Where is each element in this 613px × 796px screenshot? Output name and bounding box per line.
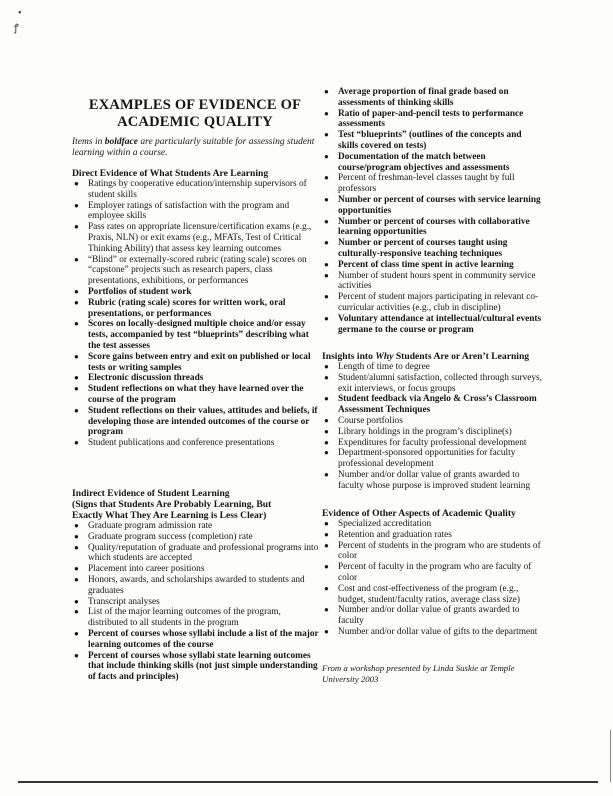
list-item [72,179,322,201]
list-item-text: Documentation of the match between course/program objectives and assessments [338,151,510,173]
bullet-icon: ● [74,200,79,210]
list-item-text: Graduate program success (completion) rate [88,531,253,542]
bullet-icon: ● [324,519,329,528]
list-item [72,255,322,287]
list-item [72,629,322,651]
scan-mark: • [18,8,22,19]
list-item [72,651,322,683]
list-item-text: Average proportion of final grade based on assessments of thinking skills [338,87,509,108]
list-item [322,562,546,584]
list-item-text: Student publications and conference presentations [88,438,275,449]
list-item-text: Specialized accreditation [338,519,432,529]
bullet-icon: ● [74,319,79,329]
list-item [72,438,322,449]
bullet-icon: ● [74,521,79,530]
list-item [322,260,544,271]
bullet-icon: ● [74,564,79,574]
list-item [72,298,322,320]
list-item [322,448,546,470]
list-item [322,530,546,541]
list-item [72,373,322,384]
bullet-icon: ● [324,605,329,615]
list-item [72,521,322,532]
list-item [72,384,322,406]
list-item-text: List of the major learning outcomes of the program, distributed to all students in the program [88,607,281,629]
bullet-icon: ● [74,179,79,188]
indirect-evidence-list-continued [322,87,544,335]
bullet-icon: ● [74,384,79,394]
list-item [72,543,322,565]
list-item [322,173,544,195]
list-item [72,564,322,575]
list-item-text: Rubric (rating scale) scores for written work, oral presentations, or performances [88,297,286,319]
list-item-text: Student feedback via Angelo & Cross’s Classroom Assessment Techniques [338,394,537,416]
list-item-text: Number and/or dollar value of grants awarded to faculty [338,605,520,627]
heading-emphasis: Why [375,351,394,362]
insights-section [322,351,546,492]
intro-bold: boldface [104,137,138,147]
list-item-text: Percent of students in the program who are students of color [338,540,541,562]
list-item [72,607,322,629]
list-item-text: Test “blueprints” (outlines of the concepts and skills covered on tests) [338,130,522,151]
list-item [322,519,546,530]
scan-mark: ꝭ [14,23,19,34]
list-item-text: Length of time to degree [338,362,430,372]
list-item-text: Percent of student majors participating in relevant co-curricular activities (e.g., club in discipline) [338,292,539,313]
bullet-icon: ● [324,238,329,248]
list-item-text: Voluntary attendance at intellectual/cultural events germane to the course or program [338,313,542,335]
indirect-evidence-section [72,488,322,683]
list-item [322,152,544,174]
list-item-text: Percent of courses whose syllabi state learning outcomes that include thinking skills (not just simple understanding of facts and principles) [88,650,318,683]
heading-text: Insights into [322,351,376,362]
list-item [322,109,544,131]
bullet-icon: ● [324,313,329,323]
list-item [322,470,546,492]
page-title [72,97,318,131]
bullet-icon: ● [74,542,79,552]
list-item [72,352,322,374]
list-item [322,238,544,260]
list-item [322,130,544,152]
list-item [72,222,322,254]
list-item [322,217,544,239]
bullet-icon: ● [324,394,329,404]
intro-text: Items in [72,137,105,147]
list-item-text: Library holdings in the program’s discipline(s) [338,426,512,437]
list-item-text: Retention and graduation rates [338,529,452,540]
insights-list [322,362,546,492]
bullet-icon: ● [324,437,329,447]
list-item [322,292,544,314]
bullet-icon: ● [74,222,79,232]
bullet-icon: ● [74,596,79,606]
heading-text: Students Are or Aren’t Learning [393,351,530,362]
bullet-icon: ● [74,574,79,584]
bullet-icon: ● [324,130,329,140]
list-item-text: Number and/or dollar value of grants awarded to faculty whose purpose is improved student learning [338,469,531,491]
bullet-icon: ● [74,373,79,383]
list-item-text: Number or percent of courses taught using culturally-responsive teaching techniques [338,238,508,259]
list-item [322,87,544,109]
list-item-text: Ratio of paper-and-pencil tests to performance assessments [338,108,524,130]
list-item-text: Number of student hours spent in community service activities [338,270,536,292]
list-item-text: Number or percent of courses with collaborative learning opportunities [338,216,530,238]
list-item [322,271,544,293]
list-item-text: Portfolios of student work [88,286,192,297]
list-item [322,314,544,336]
bullet-icon: ● [74,607,79,617]
list-item [322,427,546,438]
bullet-icon: ● [324,216,329,226]
bullet-icon: ● [324,259,329,269]
list-item [322,362,546,373]
list-item-text: Scores on locally-designed multiple choice and/or essay tests, accompanied by test “blueprints” describing what the test assesses [88,319,309,351]
list-item-text: Expenditures for faculty professional development [338,437,527,448]
list-item-text: Percent of class time spent in active learning [338,259,514,270]
list-item-text: Graduate program admission rate [88,521,213,531]
list-item-text: Student/alumni satisfaction, collected through surveys, exit interviews, or focus groups [338,372,542,394]
bullet-icon: ● [74,438,79,448]
bullet-icon: ● [324,583,329,593]
list-item [72,201,322,223]
intro-text: are particularly suitable for assessing student learning within a course. [72,137,315,158]
bullet-icon: ● [74,628,79,638]
bullet-icon: ● [74,405,79,415]
intro-note [72,137,322,159]
list-item-text: Number and/or dollar value of gifts to the department [338,626,538,637]
list-item [322,541,546,563]
section-heading [322,351,546,362]
list-item-text: Placement into career positions [88,564,205,575]
credit-note: From a workshop presented by Linda Suskie at Temple University 2003 [322,663,515,684]
section-heading: Evidence of Other Aspects of Academic Quality [322,508,516,519]
list-item [322,605,546,627]
bullet-icon: ● [324,270,329,280]
bullet-icon: ● [324,108,329,118]
list-item-text: Student reflections on what they have learned over the course of the program [88,384,304,405]
section-heading: Indirect Evidence of Student Learning [72,488,230,499]
bullet-icon: ● [74,254,79,264]
bullet-icon: ● [324,529,329,539]
list-item-text: Employer ratings of satisfaction with the program and employee skills [88,200,290,222]
list-item-text: Department-sponsored opportunities for faculty professional development [338,448,516,470]
bullet-icon: ● [324,415,329,425]
bullet-icon: ● [324,194,329,204]
list-item-text: Pass rates on appropriate licensure/certification exams (e.g., Praxis, NLN) or exit exams (e.g., MFATs, Test of Critical Thinking Ability) that assess key learning outcomes [88,222,312,254]
list-item-text: Percent of freshman-level classes taught by full professors [338,173,515,195]
list-item-text: Course portfolios [338,415,403,426]
section-heading: Direct Evidence of What Students Are Learning [72,168,269,179]
list-item [72,597,322,608]
bullet-icon: ● [74,297,79,307]
list-item [322,438,546,449]
scan-edge-line [18,781,598,783]
bullet-icon: ● [324,173,329,183]
list-item [322,416,546,427]
list-item-text: Quality/reputation of graduate and professional programs into which students are accepted [88,542,319,564]
list-item-text: Electronic discussion threads [88,373,204,384]
direct-evidence-section [72,168,322,449]
bullet-icon: ● [324,87,329,96]
bullet-icon: ● [324,540,329,550]
indirect-evidence-continued [322,87,544,335]
bullet-icon: ● [324,362,329,371]
bullet-icon: ● [74,650,79,660]
list-item [72,532,322,543]
list-item [322,627,546,638]
list-item-text: Percent of faculty in the program who are faculty of color [338,562,532,583]
list-item-text: Ratings by cooperative education/internship supervisors of student skills [88,179,307,200]
list-item-text: “Blind” or externally-scored rubric (rating scale) scores on “capstone” projects such as research papers, class presentations, exhibitions, or performances [88,254,307,287]
direct-evidence-list [72,179,322,449]
section-heading: (Signs that Students Are Probably Learning, But [72,499,272,510]
scan-edge-line [610,730,611,782]
bullet-icon: ● [324,292,329,302]
bullet-icon: ● [74,286,79,296]
other-aspects-list [322,519,546,638]
bullet-icon: ● [74,531,79,541]
list-item-text: Cost and cost-effectiveness of the program (e.g., budget, student/faculty ratios, average class size) [338,583,520,605]
title-line: EXAMPLES OF EVIDENCE OF [88,97,302,113]
bullet-icon: ● [74,351,79,361]
bullet-icon: ● [324,562,329,572]
bullet-icon: ● [324,626,329,636]
list-item [72,287,322,298]
other-aspects-section [322,508,546,638]
list-item [72,319,322,351]
section-heading: Exactly What They Are Learning is Less Clear) [72,510,267,521]
list-item [72,406,322,438]
list-item-text: Student reflections on their values, attitudes and beliefs, if developing those are intended outcomes of the course or program [88,405,318,438]
list-item-text: Percent of courses whose syllabi include a list of the major learning outcomes of the course [88,628,319,650]
title-line: ACADEMIC QUALITY [117,114,273,130]
list-item-text: Transcript analyses [88,596,160,607]
list-item [322,394,546,416]
bullet-icon: ● [324,448,329,458]
bullet-icon: ● [324,426,329,436]
bullet-icon: ● [324,372,329,382]
list-item [322,373,546,395]
list-item [322,195,544,217]
list-item [72,575,322,597]
list-item-text: Score gains between entry and exit on published or local tests or writing samples [88,351,311,373]
list-item-text: Number or percent of courses with service learning opportunities [338,194,541,216]
list-item-text: Honors, awards, and scholarships awarded to students and graduates [88,574,305,596]
bullet-icon: ● [324,151,329,161]
bullet-icon: ● [324,469,329,479]
list-item [322,584,546,606]
indirect-evidence-list [72,521,322,683]
